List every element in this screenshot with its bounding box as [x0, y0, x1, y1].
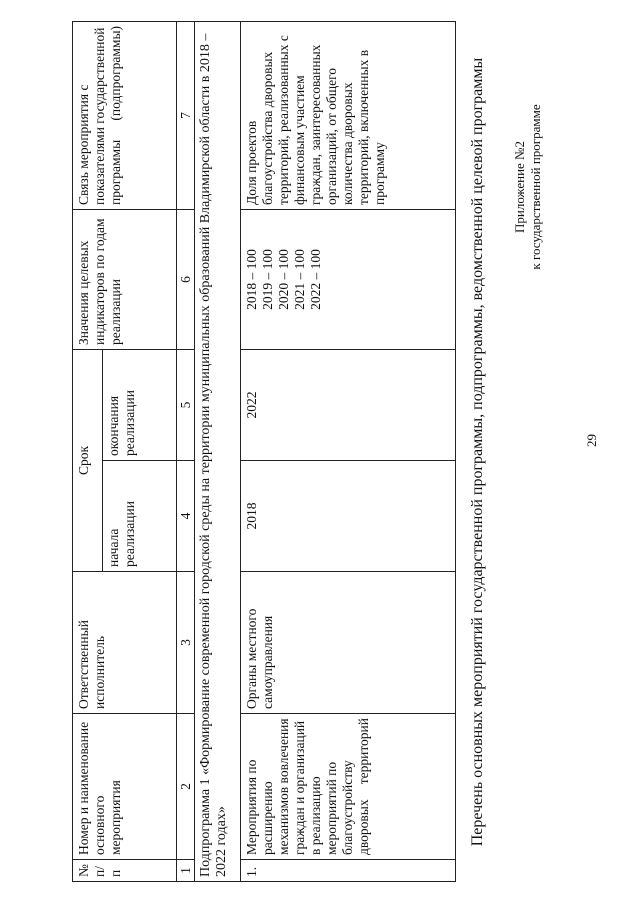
header-executor: Ответственный исполнитель	[73, 572, 177, 714]
row-indicators: 2018 – 100 2019 – 100 2020 – 100 2021 – 100 2022 – 100	[241, 209, 456, 349]
appendix-line-2: к государственной программе	[528, 104, 543, 270]
measures-table	[72, 21, 456, 882]
document-title: Перечень основных мероприятий государственной программы, подпрограммы, ведомственной целевой программы	[469, 57, 486, 847]
col-number: 4	[177, 461, 195, 572]
col-number: 2	[177, 714, 195, 860]
row-num: 1.	[241, 860, 456, 882]
row-link: Доля проектов благоустройства дворовых территорий, реализованных с финансовым участием граждан, заинтересованных организаций, от общего количества дворовых территорий, включенных в программу	[241, 21, 456, 209]
header-num: № п/п	[73, 860, 177, 882]
row-start: 2018	[241, 461, 456, 572]
header-row-1	[73, 21, 103, 881]
header-name: Номер и наименование основного мероприятия	[73, 714, 177, 860]
column-numbers-row	[177, 21, 195, 881]
header-end: окончания реализации	[103, 349, 177, 460]
header-indicators: Значения целевых индикаторов по годам реализации	[73, 209, 177, 349]
table-row	[241, 21, 456, 881]
rotated-landscape-sheet	[72, 22, 612, 882]
appendix-line-1: Приложение №2	[512, 141, 527, 233]
row-executor: Органы местного самоуправления	[241, 572, 456, 714]
col-number: 7	[177, 21, 195, 209]
subprogram-title: Подпрограмма 1 «Формирование современной городской среды на территории муниципальных образований Владимирской области в 2018 – 2022 годах»	[195, 21, 241, 881]
row-end: 2022	[241, 349, 456, 460]
row-name: Мероприятия по расширению механизмов вовлечения граждан и организаций в реализацию мероприятий по благоустройству дворовых территорий	[241, 714, 456, 860]
col-number: 1	[177, 860, 195, 882]
col-number: 5	[177, 349, 195, 460]
header-term: Срок	[73, 349, 103, 571]
col-number: 3	[177, 572, 195, 714]
page-number: 29	[584, 434, 599, 447]
header-start: начала реализации	[103, 461, 177, 572]
header-link: Связь мероприятия с показателями государственной программы (подпрограммы)	[73, 21, 177, 209]
subprogram-row	[195, 21, 241, 881]
col-number: 6	[177, 209, 195, 349]
appendix-note	[512, 22, 544, 352]
